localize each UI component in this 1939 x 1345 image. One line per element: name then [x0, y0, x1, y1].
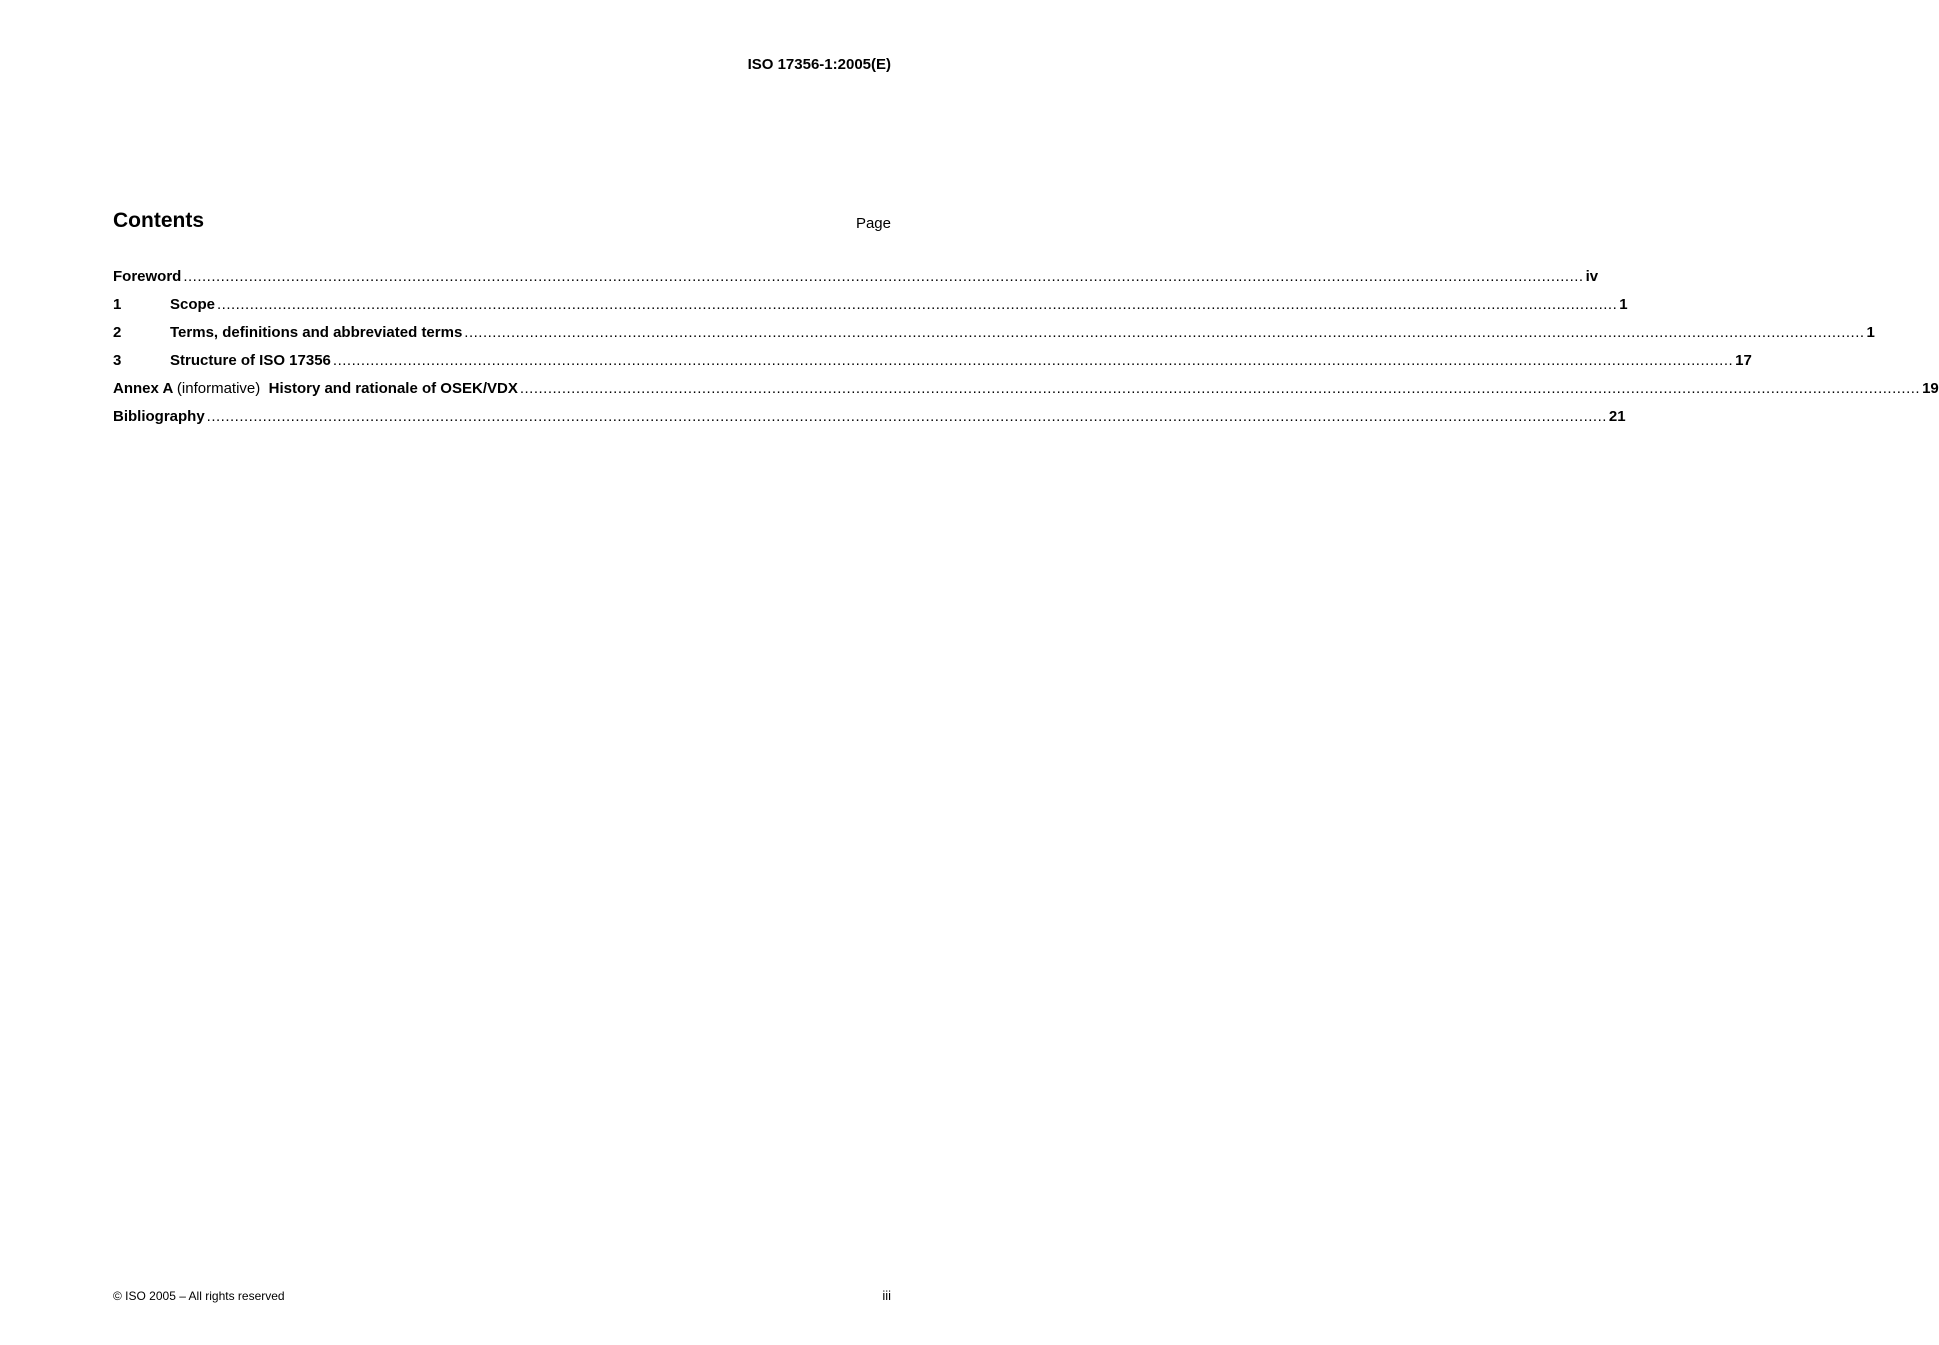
- page-column-label: Page: [855, 215, 891, 232]
- toc-leader-dots: ............................................................................................................................................................................................................................................................................................................: [183, 268, 1584, 285]
- document-id: ISO 17356-1:2005(E): [747, 56, 891, 73]
- toc-entry-number: 2: [113, 324, 122, 341]
- toc-entry-page: 21: [1608, 408, 1626, 425]
- contents-title: Contents: [113, 209, 204, 232]
- toc-entry-terms[interactable]: [113, 324, 1875, 352]
- toc-entry-number: 3: [113, 352, 122, 369]
- toc-entry-title: [113, 380, 518, 397]
- toc-entry-title: Scope: [170, 296, 216, 313]
- toc-entry-number: 1: [113, 296, 122, 313]
- toc-entry-page: 1: [1619, 296, 1628, 313]
- toc-entry-page: 19: [1922, 380, 1939, 397]
- toc-entry-structure[interactable]: [113, 352, 1752, 380]
- page-number: iii: [882, 1288, 891, 1303]
- table-of-contents: [113, 268, 1939, 436]
- annex-label: Annex A: [113, 380, 173, 397]
- contents-header: [113, 209, 891, 237]
- toc-leader-dots: ............................................................................................................................................................................................................................................................................................................: [519, 380, 1921, 397]
- copyright-notice: © ISO 2005 – All rights reserved: [113, 1289, 285, 1303]
- annex-title: History and rationale of OSEK/VDX: [268, 380, 518, 397]
- toc-entry-foreword[interactable]: [113, 268, 1599, 296]
- toc-leader-dots: ............................................................................................................................................................................................................................................................................................................: [464, 324, 1865, 341]
- toc-entry-title: Foreword: [113, 268, 182, 285]
- toc-entry-title: Terms, definitions and abbreviated terms: [170, 324, 463, 341]
- toc-leader-dots: ............................................................................................................................................................................................................................................................................................................: [217, 296, 1618, 313]
- toc-entry-title: Structure of ISO 17356: [170, 352, 331, 369]
- annex-note: (informative): [176, 380, 261, 397]
- toc-entry-annex-a[interactable]: [113, 380, 1939, 408]
- toc-entry-scope[interactable]: [113, 296, 1628, 324]
- toc-entry-page: 17: [1735, 352, 1752, 369]
- toc-entry-bibliography[interactable]: [113, 408, 1626, 436]
- toc-entry-page: 1: [1866, 324, 1875, 341]
- toc-leader-dots: ............................................................................................................................................................................................................................................................................................................: [332, 352, 1734, 369]
- toc-entry-title: Bibliography: [113, 408, 205, 425]
- toc-leader-dots: ............................................................................................................................................................................................................................................................................................................: [206, 408, 1607, 425]
- toc-entry-page: iv: [1585, 268, 1599, 285]
